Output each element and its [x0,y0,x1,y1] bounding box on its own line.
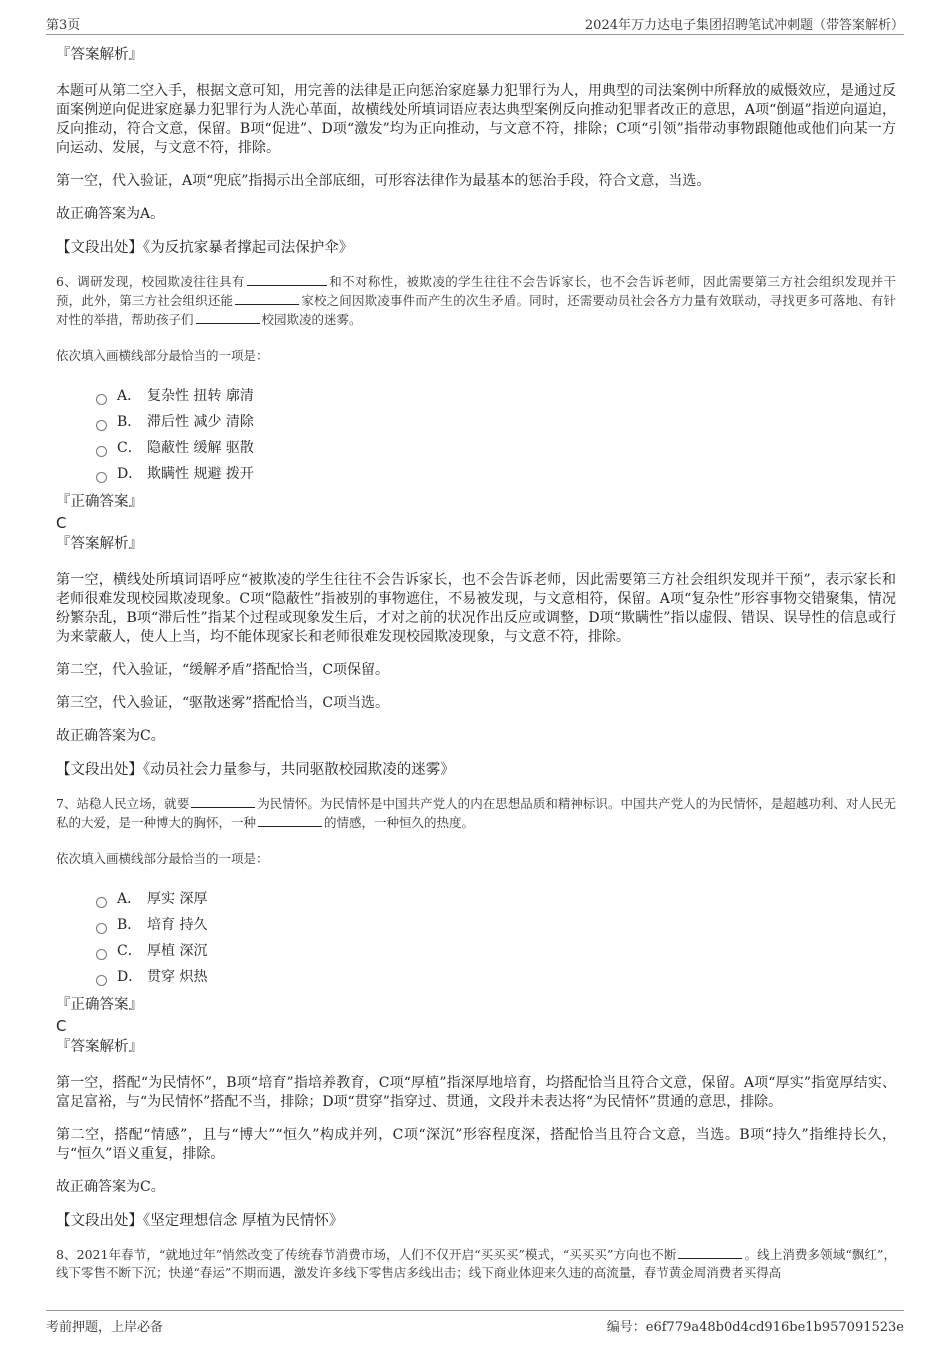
option-letter: B． [117,917,142,933]
q7-text-2: 为民情怀。为民情怀是中国共产党人的内在思想品质和精神标识。中国共产党人的为民情怀，是超越功利、对人民无私的大爱，是一种博大的胸怀，一种 [56,796,896,830]
q7-prompt: 依次填入画横线部分最恰当的一项是： [56,851,269,866]
q7-analysis-para-2: 第二空，搭配“情感”，且与“博大”“恒久”构成并列，C项“深沉”形容程度深，搭配恰当且符合文意，当选。B项“持久”指维持长久，与“恒久”语义重复，排除。 [56,1127,896,1162]
option-text: 滞后性 减少 清除 [147,414,254,430]
option-text: 复杂性 扭转 廓清 [147,388,254,404]
radio-icon[interactable] [96,897,107,908]
q5-source: 【文段出处】《为反抗家暴者撑起司法保护伞》 [56,240,354,256]
q5-analysis-title: 『答案解析』 [56,47,143,63]
q7-analysis-para-1: 第一空，搭配“为民情怀”，B项“培育”指培养教育，C项“厚植”指深厚地培育，均搭配恰当且符合文意，保留。A项“厚实”指宽厚结实、富足富裕，与“为民情怀”搭配不当，排除；D项“贯穿”指穿过、贯通，文段并未表达将“为民情怀”贯通的意思，排除。 [56,1075,896,1110]
option-text: 厚实 深厚 [147,891,208,907]
q6-analysis-para-1: 第一空，横线处所填词语呼应“被欺凌的学生往往不会告诉家长，也不会告诉老师，因此需要第三方社会组织发现并干预”，表示家长和老师很难发现校园欺凌现象。C项“隐蔽性”指被别的事物遮住，不易被发现，与文意相符，保留。A项“复杂性”形容事物交错聚集，情况纷繁杂乱，B项“滞后性”指某个过程或现象发生后，才对之前的状况作出反应或调整，D项“欺瞒性”指以虚假、错误、误导性的信息或行为来蒙蔽人，使人上当，均不能体现家长和老师很难发现校园欺凌现象，与文意不符，排除。 [56,572,896,645]
q8-blank-1 [678,1245,742,1259]
option-letter: A． [117,388,142,404]
page-footer [46,1310,904,1335]
option-letter: B． [117,414,142,430]
q6-analysis-para-4: 故正确答案为C。 [56,728,165,744]
option-letter: C． [117,943,142,959]
footer-code: 编号：e6f779a48b0d4cd916be1b957091523e [606,1320,904,1335]
q6-correct-title: 『正确答案』 [56,494,143,510]
q6-text-4: 校园欺凌的迷雾。 [261,312,362,327]
q6-text-3: 家校之间因欺凌事件而产生的次生矛盾。同时，还需要动员社会各方力量有效联动，寻找更多可落地、有针对性的举措，帮助孩子们 [56,293,896,327]
option-letter: D． [117,969,143,985]
q7-correct-answer: C [56,1017,67,1035]
option-text: 厚植 深沉 [147,943,208,959]
q6-blank-1 [247,272,327,286]
option-text: 欺瞒性 规避 拨开 [147,466,254,482]
q6-analysis-title: 『答案解析』 [56,536,143,552]
document-title: 2024年万力达电子集团招聘笔试冲刺题（带答案解析） [584,18,904,33]
option-text: 隐蔽性 缓解 驱散 [147,440,254,456]
q6-option-d[interactable] [96,461,896,487]
q6-source: 【文段出处】《动员社会力量参与，共同驱散校园欺凌的迷雾》 [56,762,455,778]
q6-option-c[interactable] [96,435,896,461]
q6-text-1: 调研发现，校园欺凌往往具有 [77,274,245,289]
q6-prompt: 依次填入画横线部分最恰当的一项是： [56,348,269,363]
q7-option-c[interactable] [96,938,896,964]
option-letter: A． [117,891,142,907]
footer-slogan: 考前押题，上岸必备 [46,1320,164,1335]
radio-icon[interactable] [96,394,107,405]
q5-analysis-para-3: 故正确答案为A。 [56,206,165,222]
q6-blank-2 [235,291,299,305]
option-letter: C． [117,440,142,456]
radio-icon[interactable] [96,446,107,457]
page-header [46,12,904,35]
q7-analysis-para-3: 故正确答案为C。 [56,1179,165,1195]
option-text: 培育 持久 [147,917,208,933]
q6-options [96,383,896,487]
q7-options [96,886,896,990]
q6-analysis-para-3: 第三空，代入验证，“驱散迷雾”搭配恰当，C项当选。 [56,695,390,711]
radio-icon[interactable] [96,420,107,431]
q8-number: 8、 [56,1247,77,1262]
q6-text-2: 和不对称性，被欺凌的学生往往不会告诉家长，也不会告诉老师，因此需要第三方社会组织发现并干预，此外，第三方社会组织还能 [56,274,896,308]
option-text: 贯穿 炽热 [147,969,208,985]
option-letter: D． [117,466,143,482]
q6-number: 6、 [56,274,78,289]
q7-number: 7、 [56,796,77,811]
q5-analysis-para-1: 本题可从第二空入手，根据文意可知，用完善的法律是正向惩治家庭暴力犯罪行为人，用典型的司法案例中所释放的威慑效应，是通过反面案例逆向促进家庭暴力犯罪行为人洗心革面，故横线处所填词语应表达典型案例反向推动犯罪者改正的意思，A项“倒逼”指逆向逼迫，反向推动，符合文意，保留。B项“促进”、D项“激发”均为正向推动，与文意不符，排除；C项“引领”指带动事物跟随他或他们向某一方向运动、发展，与文意不符，排除。 [56,83,896,156]
q7-correct-title: 『正确答案』 [56,997,143,1013]
q7-option-b[interactable] [96,912,896,938]
radio-icon[interactable] [96,923,107,934]
q6-analysis-para-2: 第二空，代入验证，“缓解矛盾”搭配恰当，C项保留。 [56,662,390,678]
page-number: 第3页 [46,18,81,33]
q7-blank-1 [191,794,255,808]
q7-option-a[interactable] [96,886,896,912]
q6-correct-answer: C [56,514,67,532]
q6-option-b[interactable] [96,409,896,435]
radio-icon[interactable] [96,949,107,960]
q7-blank-2 [258,813,322,827]
q7-stem [56,794,896,832]
q8-text-1: 2021年春节，“就地过年”悄然改变了传统春节消费市场，人们不仅开启“买买买”模式，“买买买”方向也不断 [76,1247,677,1262]
q7-option-d[interactable] [96,964,896,990]
document-body [56,44,896,1282]
q6-option-a[interactable] [96,383,896,409]
q8-stem [56,1245,896,1282]
q7-source: 【文段出处】《坚定理想信念 厚植为民情怀》 [56,1213,344,1229]
q6-stem [56,272,896,329]
q6-blank-3 [196,310,260,324]
q7-text-1: 站稳人民立场，就要 [76,796,190,811]
radio-icon[interactable] [96,975,107,986]
radio-icon[interactable] [96,472,107,483]
q8-text-2: 。线上消费多领域“飘红”，线下零售不断下沉；快递“春运”不期而遇，激发许多线下零售店多线出击；线下商业体迎来久违的高流量，春节黄金周消费者买得高 [56,1247,897,1280]
q5-analysis-para-2: 第一空，代入验证，A项“兜底”指揭示出全部底细，可形容法律作为最基本的惩治手段，符合文意，当选。 [56,173,711,189]
q7-analysis-title: 『答案解析』 [56,1039,143,1055]
q7-text-3: 的情感，一种恒久的热度。 [324,815,475,830]
